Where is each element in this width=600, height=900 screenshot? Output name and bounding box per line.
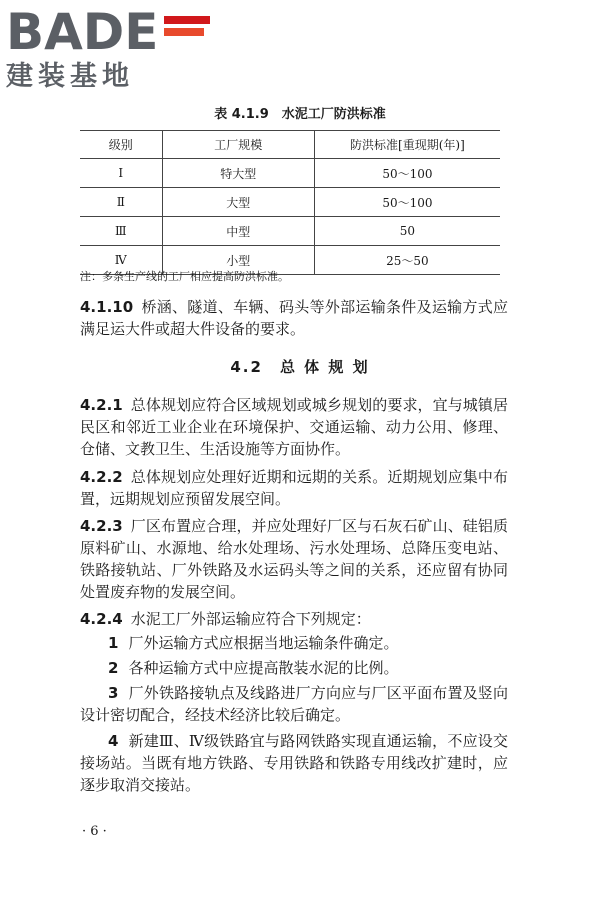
logo-brand-text: BADE: [6, 3, 159, 61]
header-scale: 工厂规模: [162, 131, 314, 159]
table-header-row: [80, 131, 500, 159]
logo-subtitle: 建装基地: [6, 61, 134, 92]
cell-scale: 特大型: [162, 159, 314, 188]
item-text: 厂外运输方式应根据当地运输条件确定。: [128, 634, 399, 652]
table-row: [80, 188, 500, 217]
table-row: [80, 217, 500, 246]
item-text: 各种运输方式中应提高散装水泥的比例。: [128, 659, 399, 677]
cell-scale: 中型: [162, 217, 314, 246]
cell-standard: 50: [314, 217, 500, 246]
clause-4-2-2: [80, 466, 508, 510]
table-title: 表 4.1.9 水泥工厂防洪标准: [214, 107, 386, 122]
cell-grade: Ⅰ: [80, 159, 162, 188]
clause-number: 4.2.2: [80, 468, 123, 486]
table-row: [80, 159, 500, 188]
clause-text: 厂区布置应合理，并应处理好厂区与石灰石矿山、硅铝质原料矿山、水源地、给水处理场、污水处理场、总降压变电站、铁路接轨站、厂外铁路及水运码头等之间的关系，还应留有协同处置废弃物的发展空间。: [80, 517, 508, 601]
clause-4-2-4: [80, 608, 508, 630]
clause-number: 4.2.1: [80, 396, 123, 414]
clause-text: 总体规划应符合区域规划或城乡规划的要求，宜与城镇居民区和邻近工业企业在环境保护、交通运输、动力公用、修理、仓储、文教卫生、生活设施等方面协作。: [80, 396, 508, 458]
header-grade: 级别: [80, 131, 162, 159]
item-number: 3: [108, 684, 119, 702]
clause-4-2-3: [80, 515, 508, 603]
clause-number: 4.2.3: [80, 517, 123, 535]
clause-text: 水泥工厂外部运输应符合下列规定：: [130, 610, 371, 628]
cell-scale: 大型: [162, 188, 314, 217]
list-item: [80, 682, 508, 726]
list-item: [80, 657, 508, 679]
item-text: 新建Ⅲ、Ⅳ级铁路宜与路网铁路实现直通运输，不应设交接场站。当既有地方铁路、专用铁路和铁路专用线改扩建时，应逐步取消交接站。: [80, 732, 508, 794]
cell-scale: 小型: [162, 246, 314, 275]
clause-number: 4.2.4: [80, 610, 123, 628]
cell-grade: Ⅱ: [80, 188, 162, 217]
clause-text: 总体规划应处理好近期和远期的关系。近期规划应集中布置，远期规划应预留发展空间。: [80, 468, 508, 508]
cell-standard: 25～50: [314, 246, 500, 275]
page-number: · 6 ·: [82, 824, 107, 839]
clause-4-2-1: [80, 394, 508, 460]
section-heading: 4.2 总 体 规 划: [230, 358, 370, 376]
cell-grade: Ⅲ: [80, 217, 162, 246]
list-item: [80, 730, 508, 796]
list-item: [80, 632, 508, 654]
clause-text: 桥涵、隧道、车辆、码头等外部运输条件及运输方式应满足运大件或超大件设备的要求。: [80, 298, 508, 338]
cell-standard: 50～100: [314, 188, 500, 217]
flood-standard-table: [80, 130, 500, 275]
item-text: 厂外铁路接轨点及线路进厂方向应与厂区平面布置及竖向设计密切配合，经技术经济比较后确定。: [80, 684, 508, 724]
brand-logo: [6, 4, 176, 96]
clause-number: 4.1.10: [80, 298, 134, 316]
clause-4-1-10: [80, 296, 508, 340]
header-flood-standard: 防洪标准[重现期(年)]: [314, 131, 500, 159]
table-note: 注：多条生产线的工厂相应提高防洪标准。: [80, 270, 289, 283]
cell-standard: 50～100: [314, 159, 500, 188]
item-number: 1: [108, 634, 119, 652]
item-number: 4: [108, 732, 119, 750]
item-number: 2: [108, 659, 119, 677]
cell-grade: Ⅳ: [80, 246, 162, 275]
logo-bars-icon: [164, 16, 210, 36]
